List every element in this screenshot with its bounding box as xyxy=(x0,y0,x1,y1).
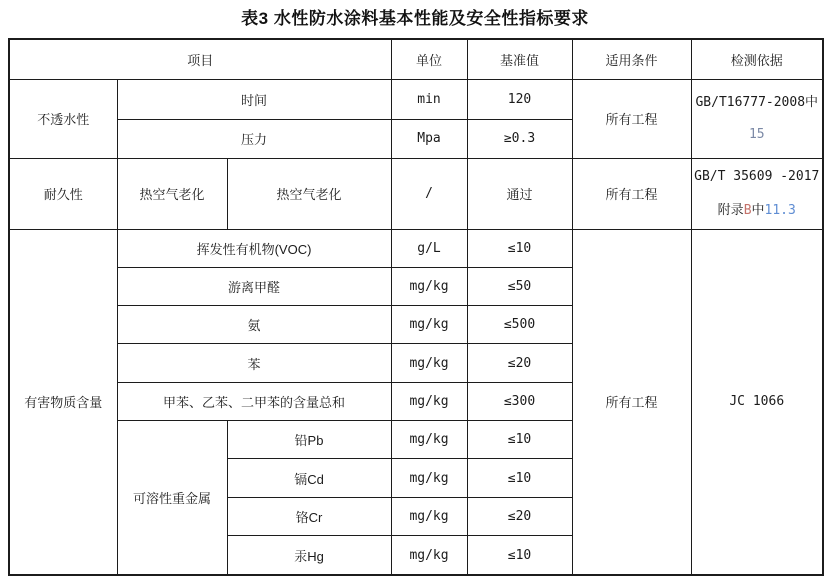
basis-annex-line xyxy=(694,203,821,219)
table-title: 表3 水性防水涂料基本性能及安全性指标要求 xyxy=(241,9,589,28)
cell-durability-baseline: 通过 xyxy=(467,158,572,229)
cell-durability-category: 耐久性 xyxy=(9,158,117,229)
header-condition: 适用条件 xyxy=(572,39,691,79)
cell-benzene-baseline: ≤20 xyxy=(467,344,572,382)
cell-time-baseline: 120 xyxy=(467,79,572,119)
cell-mercury-unit: mg/kg xyxy=(391,536,467,575)
header-unit: 单位 xyxy=(391,39,467,79)
cell-lead-baseline: ≤10 xyxy=(467,421,572,459)
header-basis: 检测依据 xyxy=(691,39,823,79)
basis-standard-text: GB/T16777-2008中 xyxy=(695,94,819,110)
cell-formaldehyde-unit: mg/kg xyxy=(391,267,467,305)
annex-section-number: 11.3 xyxy=(764,202,796,218)
table-row xyxy=(9,79,823,119)
cell-chromium-baseline: ≤20 xyxy=(467,497,572,535)
cell-toluene-sum-unit: mg/kg xyxy=(391,382,467,420)
basis-standard-text: GB/T 35609 -2017 xyxy=(694,168,820,184)
cell-durability-basis xyxy=(691,158,823,229)
cell-pressure-name: 压力 xyxy=(117,119,391,158)
cell-durability-sub: 热空气老化 xyxy=(117,158,227,229)
cell-toluene-sum-baseline: ≤300 xyxy=(467,382,572,420)
cell-formaldehyde-name: 游离甲醛 xyxy=(117,267,391,305)
cell-cadmium-unit: mg/kg xyxy=(391,459,467,497)
cell-toluene-sum-name: 甲苯、乙苯、二甲苯的含量总和 xyxy=(117,382,391,420)
header-row xyxy=(9,39,823,79)
annex-letter: B xyxy=(743,202,752,218)
cell-voc-baseline: ≤10 xyxy=(467,229,572,267)
cell-harmful-condition: 所有工程 xyxy=(572,229,691,575)
cell-chromium-name: 铬Cr xyxy=(227,497,391,535)
cell-formaldehyde-baseline: ≤50 xyxy=(467,267,572,305)
cell-impermeability-condition: 所有工程 xyxy=(572,79,691,158)
basis-section-number: 15 xyxy=(748,126,765,142)
cell-heavy-metal-group: 可溶性重金属 xyxy=(117,421,227,575)
cell-cadmium-baseline: ≤10 xyxy=(467,459,572,497)
cell-pressure-baseline: ≥0.3 xyxy=(467,119,572,158)
cell-voc-name: 挥发性有机物(VOC) xyxy=(117,229,391,267)
cell-durability-unit: / xyxy=(391,158,467,229)
cell-lead-name: 铅Pb xyxy=(227,421,391,459)
cell-chromium-unit: mg/kg xyxy=(391,497,467,535)
cell-time-unit: min xyxy=(391,79,467,119)
annex-prefix: 附录 xyxy=(717,202,744,218)
header-baseline: 基准值 xyxy=(467,39,572,79)
cell-pressure-unit: Mpa xyxy=(391,119,467,158)
cell-durability-name: 热空气老化 xyxy=(227,158,391,229)
cell-impermeability-category: 不透水性 xyxy=(9,79,117,158)
table-row xyxy=(9,158,823,229)
header-item: 项目 xyxy=(9,39,391,79)
cell-harmful-basis: JC 1066 xyxy=(691,229,823,575)
cell-cadmium-name: 镉Cd xyxy=(227,459,391,497)
cell-mercury-baseline: ≤10 xyxy=(467,536,572,575)
table-row xyxy=(9,229,823,267)
cell-harmful-category: 有害物质含量 xyxy=(9,229,117,575)
cell-benzene-name: 苯 xyxy=(117,344,391,382)
cell-durability-condition: 所有工程 xyxy=(572,158,691,229)
spec-table xyxy=(8,38,824,576)
cell-ammonia-name: 氨 xyxy=(117,306,391,344)
cell-time-name: 时间 xyxy=(117,79,391,119)
cell-benzene-unit: mg/kg xyxy=(391,344,467,382)
cell-voc-unit: g/L xyxy=(391,229,467,267)
cell-mercury-name: 汞Hg xyxy=(227,536,391,575)
cell-ammonia-baseline: ≤500 xyxy=(467,306,572,344)
cell-impermeability-basis xyxy=(691,79,823,158)
cell-lead-unit: mg/kg xyxy=(391,421,467,459)
annex-mid: 中 xyxy=(751,202,765,218)
cell-ammonia-unit: mg/kg xyxy=(391,306,467,344)
